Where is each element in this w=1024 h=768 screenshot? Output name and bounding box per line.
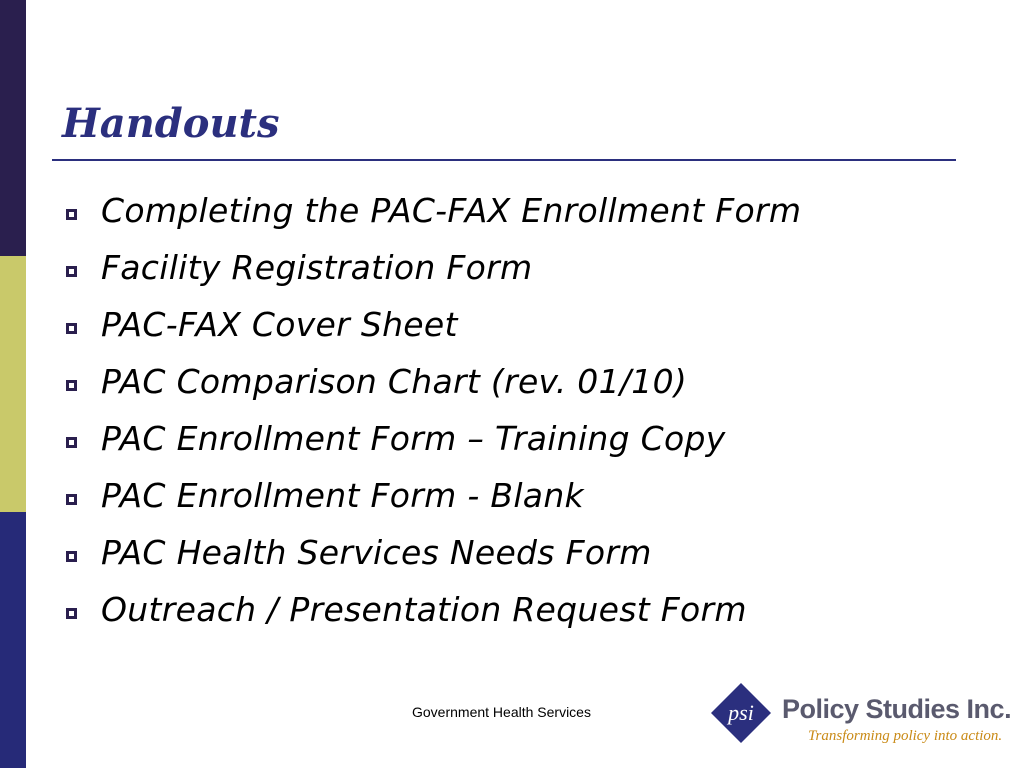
title-divider bbox=[52, 159, 956, 161]
company-logo bbox=[704, 680, 1014, 750]
list-item-text: PAC Enrollment Form – Training Copy bbox=[101, 419, 726, 458]
hollow-square-bullet-icon bbox=[66, 266, 77, 277]
list-item-text: Facility Registration Form bbox=[101, 248, 533, 287]
hollow-square-bullet-icon bbox=[66, 323, 77, 334]
list-item-text: PAC Enrollment Form - Blank bbox=[101, 476, 584, 515]
list-item bbox=[66, 581, 801, 638]
sidebar-bottom-band bbox=[0, 512, 26, 768]
sidebar-top-band bbox=[0, 0, 26, 256]
list-item bbox=[66, 353, 801, 410]
list-item bbox=[66, 296, 801, 353]
hollow-square-bullet-icon bbox=[66, 437, 77, 448]
list-item bbox=[66, 239, 801, 296]
footer-label: Government Health Services bbox=[412, 704, 591, 720]
list-item bbox=[66, 182, 801, 239]
company-tagline: Transforming policy into action. bbox=[808, 728, 1003, 744]
hollow-square-bullet-icon bbox=[66, 608, 77, 619]
slide-title: Handouts bbox=[62, 100, 280, 147]
list-item-text: PAC-FAX Cover Sheet bbox=[101, 305, 458, 344]
hollow-square-bullet-icon bbox=[66, 551, 77, 562]
hollow-square-bullet-icon bbox=[66, 380, 77, 391]
company-name: Policy Studies Inc. bbox=[782, 694, 1012, 724]
list-item-text: Outreach / Presentation Request Form bbox=[101, 590, 747, 629]
sidebar-middle-band bbox=[0, 256, 26, 512]
list-item bbox=[66, 467, 801, 524]
list-item bbox=[66, 524, 801, 581]
list-item bbox=[66, 410, 801, 467]
list-item-text: PAC Health Services Needs Form bbox=[101, 533, 652, 572]
hollow-square-bullet-icon bbox=[66, 494, 77, 505]
list-item-text: Completing the PAC-FAX Enrollment Form bbox=[101, 191, 802, 230]
logo-mark-text: psi bbox=[728, 700, 754, 725]
psi-diamond-logo-icon bbox=[710, 682, 772, 744]
hollow-square-bullet-icon bbox=[66, 209, 77, 220]
handouts-list bbox=[66, 182, 801, 638]
list-item-text: PAC Comparison Chart (rev. 01/10) bbox=[101, 362, 688, 401]
